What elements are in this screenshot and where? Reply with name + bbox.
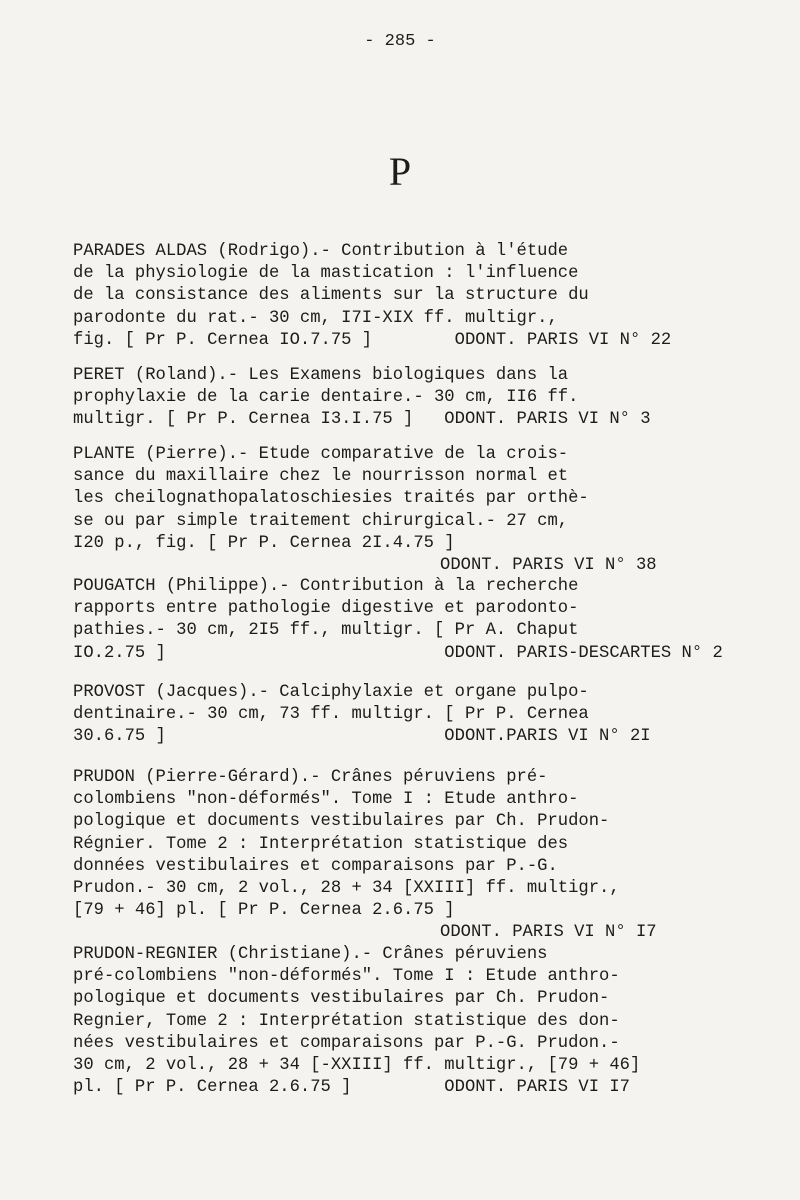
entry-line: pl. [ Pr P. Cernea 2.6.75 ] ODONT. PARIS VI I7 bbox=[73, 1078, 630, 1098]
bibliography-entry bbox=[73, 944, 763, 1099]
entry-line: I20 p., fig. [ Pr P. Cernea 2I.4.75 ] bbox=[73, 533, 455, 553]
entry-line: parodonte du rat.- 30 cm, I7I-XIX ff. multigr., bbox=[73, 308, 558, 328]
entry-line: données vestibulaires et comparaisons par P.-G. bbox=[73, 856, 558, 876]
entry-line: rapports entre pathologie digestive et parodonto- bbox=[73, 599, 579, 619]
page-number: - 285 - bbox=[364, 32, 436, 51]
bibliography-entry bbox=[73, 576, 763, 665]
entry-line: Régnier. Tome 2 : Interprétation statistique des bbox=[73, 834, 569, 854]
entry-line: pologique et documents vestibulaires par Ch. Prudon- bbox=[73, 812, 610, 832]
section-letter: P bbox=[388, 149, 412, 194]
bibliography-entry bbox=[73, 767, 763, 945]
entry-line: nées vestibulaires et comparaisons par P.-G. Prudon.- bbox=[73, 1033, 620, 1053]
entry-line: [79 + 46] pl. [ Pr P. Cernea 2.6.75 ] bbox=[73, 901, 455, 921]
entry-line: PRUDON (Pierre-Gérard).- Crânes péruviens pré- bbox=[73, 768, 548, 787]
bibliography-entry bbox=[73, 241, 763, 352]
entry-line: PRUDON-REGNIER (Christiane).- Crânes péruviens bbox=[73, 945, 548, 964]
entry-line: pathies.- 30 cm, 2I5 ff., multigr. [ Pr A. Chaput bbox=[73, 621, 579, 641]
entry-line: les cheilognathopalatoschiesies traités par orthè- bbox=[73, 489, 589, 509]
bibliography-entry bbox=[73, 365, 763, 432]
entry-line: Regnier, Tome 2 : Interprétation statistique des don- bbox=[73, 1011, 620, 1031]
entry-line: pologique et documents vestibulaires par Ch. Prudon- bbox=[73, 989, 610, 1009]
entry-line: PERET (Roland).- Les Examens biologiques dans la bbox=[73, 366, 569, 385]
institution-reference: ODONT. PARIS VI N° 38 bbox=[440, 556, 657, 576]
entry-line: pré-colombiens "non-déformés". Tome I : Etude anthro- bbox=[73, 967, 620, 987]
entry-line: PARADES ALDAS (Rodrigo).- Contribution à l'étude bbox=[73, 242, 569, 261]
entry-line: dentinaire.- 30 cm, 73 ff. multigr. [ Pr P. Cernea bbox=[73, 705, 589, 725]
entry-line: de la physiologie de la mastication : l'influence bbox=[73, 264, 579, 284]
entry-line: IO.2.75 ] ODONT. PARIS-DESCARTES N° 2 bbox=[73, 643, 723, 663]
entry-line: multigr. [ Pr P. Cernea I3.I.75 ] ODONT. PARIS VI N° 3 bbox=[73, 410, 651, 430]
entry-line: Prudon.- 30 cm, 2 vol., 28 + 34 [XXIII] ff. multigr., bbox=[73, 879, 620, 899]
entry-line: de la consistance des aliments sur la structure du bbox=[73, 286, 589, 306]
entry-line: sance du maxillaire chez le nourrisson normal et bbox=[73, 467, 569, 487]
entry-line: se ou par simple traitement chirurgical.- 27 cm, bbox=[73, 511, 569, 531]
bibliography-entry bbox=[73, 682, 763, 749]
entry-line: 30.6.75 ] ODONT.PARIS VI N° 2I bbox=[73, 727, 651, 747]
entry-line: PROVOST (Jacques).- Calciphylaxie et organe pulpo- bbox=[73, 683, 589, 702]
entry-line: POUGATCH (Philippe).- Contribution à la recherche bbox=[73, 577, 579, 596]
institution-reference: ODONT. PARIS VI N° I7 bbox=[440, 923, 657, 943]
entry-line: colombiens "non-déformés". Tome I : Etude anthro- bbox=[73, 790, 579, 810]
entry-line: PLANTE (Pierre).- Etude comparative de la crois- bbox=[73, 445, 569, 464]
bibliography-entry bbox=[73, 444, 763, 577]
entry-line: fig. [ Pr P. Cernea IO.7.75 ] ODONT. PARIS VI N° 22 bbox=[73, 330, 672, 350]
entry-line: 30 cm, 2 vol., 28 + 34 [-XXIII] ff. multigr., [79 + 46] bbox=[73, 1056, 641, 1076]
entry-line: prophylaxie de la carie dentaire.- 30 cm, II6 ff. bbox=[73, 388, 579, 408]
